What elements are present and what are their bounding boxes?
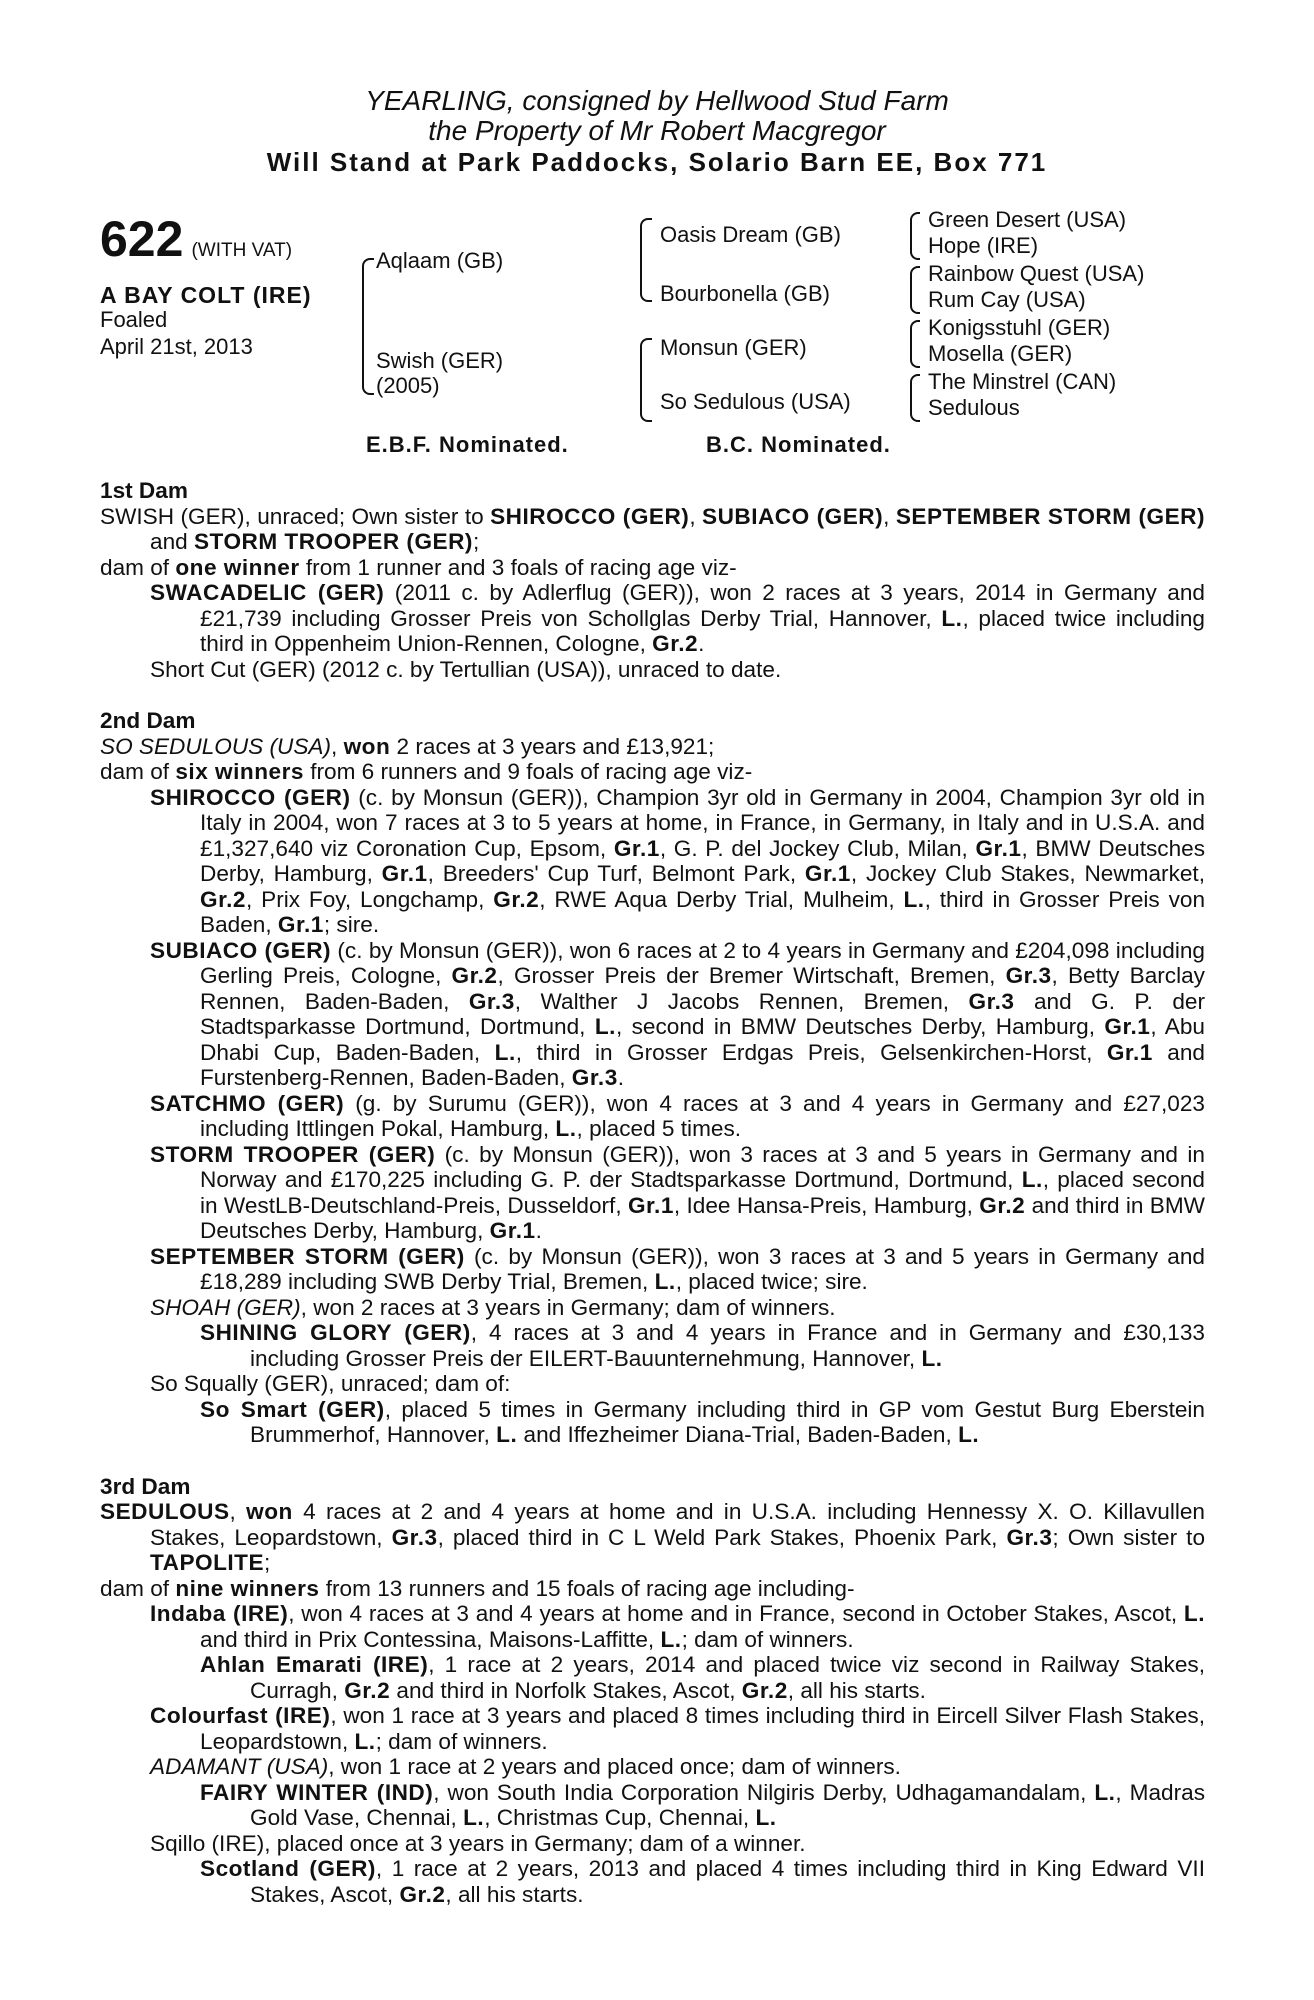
produce-entry: SWACADELIC (GER) (2011 c. by Adlerflug (GER)), won 2 races at 3 years, 2014 in Germany and £21,739 including Grosser Preis von Schollglas Derby Trial, Hannover, L., placed twice including third in Oppenheim Union-Rennen, Cologne, Gr.2. [150,580,1205,656]
gp-1: Green Desert (USA) [928,207,1127,232]
sire-sire: Oasis Dream (GB) [660,222,841,247]
third-dam-title: 3rd Dam [100,1473,191,1499]
pedigree-brace-bottom [362,333,374,395]
produce-entry: So Smart (GER), placed 5 times in Germany including third in GP vom Gestut Burg Eberstein Brummerhof, Hannover, L. and Iffezheimer Diana-Trial, Baden-Baden, L. [200,1396,1205,1447]
g-brace-3 [910,320,920,368]
ebf-nominated: E.B.F. Nominated. [366,432,569,457]
first-dam-text: SWISH (GER), unraced; Own sister to SHIROCCO (GER), SUBIACO (GER), SEPTEMBER STORM (GER) and STORM TROOPER (GER); [100,503,1205,554]
second-dam-title: 2nd Dam [100,708,196,733]
produce-entry: Indaba (IRE), won 4 races at 3 and 4 years at home and in France, second in October Stakes, Ascot, L. and third in Prix Contessina, Maisons-Laffitte, L.; dam of winners. [150,1601,1205,1652]
produce-entry: ADAMANT (USA), won 1 race at 2 years and placed once; dam of winners. [150,1754,901,1779]
first-dam-title: 1st Dam [100,478,188,503]
foaled-date: April 21st, 2013 [100,334,253,359]
g-brace-4 [910,374,920,422]
vat-note: (WITH VAT) [191,240,293,261]
produce-entry: So Squally (GER), unraced; dam of: [150,1371,511,1396]
lot-number-block [100,210,292,268]
gp-6: Mosella (GER) [928,341,1073,366]
sire-brace [640,218,652,302]
produce-entry: FAIRY WINTER (IND), won South India Corporation Nilgiris Derby, Udhagamandalam, L., Madras Gold Vase, Chennai, L., Christmas Cup, Chennai, L. [200,1779,1205,1830]
second-dam-produce: dam of six winners from 6 runners and 9 foals of racing age viz- [100,759,753,784]
gp-8: Sedulous [928,395,1020,420]
produce-entry: Scotland (GER), 1 race at 2 years, 2013 and placed 4 times including third in King Edward VII Stakes, Ascot, Gr.2, all his starts. [200,1856,1205,1907]
produce-entry: SHOAH (GER), won 2 races at 3 years in Germany; dam of winners. [150,1294,836,1320]
produce-entry: SUBIACO (GER) (c. by Monsun (GER)), won 6 races at 2 to 4 years in Germany and £204,098 including Gerling Preis, Cologne, Gr.2, Grosser Preis der Bremer Wirtschaft, Bremen, Gr.3, Betty Barclay Rennen, Baden-Baden, Gr.3, Walther J Jacobs Rennen, Bremen, Gr.3 and G. P. der Stadtsparkasse Dortmund, Dortmund, L., second in BMW Deutsches Derby, Hamburg, Gr.1, Abu Dhabi Cup, Baden-Baden, L., third in Grosser Erdgas Preis, Gelsenkirchen-Horst, Gr.1 and Furstenberg-Rennen, Baden-Baden, Gr.3. [150,937,1205,1090]
gp-7: The Minstrel (CAN) [928,369,1117,394]
produce-entry: SATCHMO (GER) (g. by Surumu (GER)), won 4 races at 3 and 4 years in Germany and £27,023 including Ittlingen Pokal, Hamburg, L., placed 5 times. [150,1090,1205,1141]
gp-3: Rainbow Quest (USA) [928,261,1145,286]
dam-brace [640,338,652,422]
produce-entry: SHIROCCO (GER) (c. by Monsun (GER)), Champion 3yr old in Germany in 2004, Champion 3yr old in Italy in 2004, won 7 races at 3 to 5 years at home, in France, in Germany, in Italy and in U.S.A. and £1,327,640 viz Coronation Cup, Epsom, Gr.1, G. P. del Jockey Club, Milan, Gr.1, BMW Deutsches Derby, Hamburg, Gr.1, Breeders' Cup Turf, Belmont Park, Gr.1, Jockey Club Stakes, Newmarket, Gr.2, Prix Foy, Longchamp, Gr.2, RWE Aqua Derby Trial, Mulheim, L., third in Grosser Preis von Baden, Gr.1; sire. [150,784,1206,937]
sire-dam: Bourbonella (GB) [660,281,830,306]
dam-dam: So Sedulous (USA) [660,389,851,414]
lot-number: 622 [100,211,184,267]
produce-entry: Ahlan Emarati (IRE), 1 race at 2 years, 2014 and placed twice viz second in Railway Stakes, Curragh, Gr.2 and third in Norfolk Stakes, Ascot, Gr.2, all his starts. [200,1652,1205,1703]
pedigree-brace-top [362,258,374,335]
bc-nominated: B.C. Nominated. [706,432,891,457]
second-dam-text: SO SEDULOUS (USA), won 2 races at 3 years and £13,921; [100,733,715,759]
header-property: the Property of Mr Robert Macgregor [428,115,886,146]
g-brace-2 [910,266,920,314]
gp-4: Rum Cay (USA) [928,287,1086,312]
dam-sire: Monsun (GER) [660,335,807,360]
gp-2: Hope (IRE) [928,233,1039,258]
produce-entry: SEPTEMBER STORM (GER) (c. by Monsun (GER)), won 3 races at 3 and 5 years in Germany and £18,289 including SWB Derby Trial, Bremen, L., placed twice; sire. [150,1243,1205,1294]
header-location: Will Stand at Park Paddocks, Solario Barn EE, Box 771 [266,147,1048,177]
third-dam-text: SEDULOUS, won 4 races at 2 and 4 years at home and in U.S.A. including Hennessy X. O. Killavullen Stakes, Leopardstown, Gr.3, placed third in C L Weld Park Stakes, Phoenix Park, Gr.3; Own sister to TAPOLITE; [100,1499,1206,1575]
first-dam-produce: dam of one winner from 1 runner and 3 foals of racing age viz- [100,554,737,580]
produce-entry: Colourfast (IRE), won 1 race at 3 years and placed 8 times including third in Eircell Silver Flash Stakes, Leopardstown, L.; dam of winners. [150,1703,1206,1754]
produce-entry: SHINING GLORY (GER), 4 races at 3 and 4 years in France and in Germany and £30,133 including Grosser Preis der EILERT-Bauunternehmung, Hannover, L. [200,1320,1205,1371]
produce-entry: STORM TROOPER (GER) (c. by Monsun (GER)), won 3 races at 3 and 5 years in Germany and in Norway and £170,225 including G. P. der Stadtsparkasse Dortmund, Dortmund, L., placed second in WestLB-Deutschland-Preis, Dusseldorf, Gr.1, Idee Hansa-Preis, Hamburg, Gr.2 and third in BMW Deutsches Derby, Hamburg, Gr.1. [150,1141,1205,1243]
third-dam-produce: dam of nine winners from 13 runners and 15 foals of racing age including- [100,1575,855,1601]
header-consignor: YEARLING, consigned by Hellwood Stud Farm [365,85,949,116]
gp-5: Konigsstuhl (GER) [928,315,1111,340]
sire: Aqlaam (GB) [376,248,504,273]
dam-year: (2005) [376,373,440,398]
lot-name: A BAY COLT (IRE) [100,282,312,308]
foaled-label: Foaled [100,307,168,332]
catalogue-body [100,478,1205,1907]
produce-entry: Short Cut (GER) (2012 c. by Tertullian (USA)), unraced to date. [150,656,782,682]
dam: Swish (GER) [376,348,504,373]
g-brace-1 [910,212,920,260]
produce-entry: Sqillo (IRE), placed once at 3 years in Germany; dam of a winner. [150,1830,806,1856]
